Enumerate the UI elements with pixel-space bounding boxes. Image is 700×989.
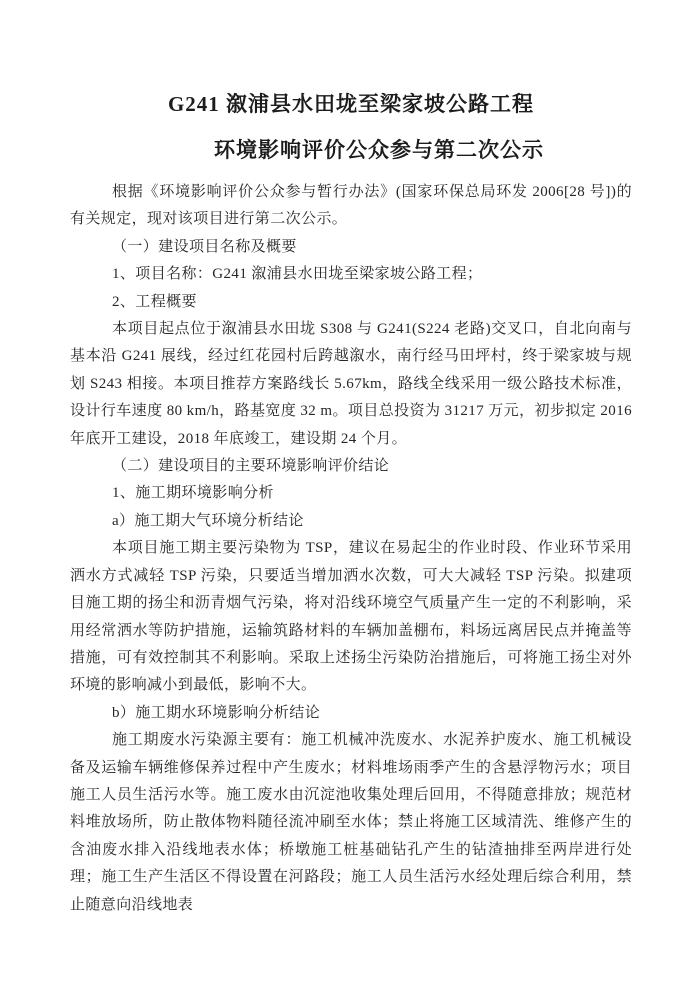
heading-water-analysis: b）施工期水环境影响分析结论	[112, 704, 321, 721]
paragraph-water-impact: 施工期废水污染源主要有：施工机械冲洗废水、水泥养护废水、施工机械设备及运输车辆维修保养过程中产生废水；材料堆场雨季产生的含悬浮物污水；项目施工人员生活污水等。施工废水由沉淀池收集处理后回用，不得随意排放；规范材料堆放场所，防止散体物料随径流冲刷至水体；禁止将施工区域清洗、维修产生的含油废水排入沿线地表水体；桥墩施工桩基础钻孔产生的钻渣抽排至两岸进行处理；施工生产生活区不得设置在河路段；施工人员生活污水经处理后综合利用，禁止随意向沿线地表	[70, 732, 632, 913]
page-title-line-2: 环境影响评价公众参与第二次公示	[214, 138, 544, 162]
heading-construction-impact: 1、施工期环境影响分析	[112, 485, 274, 502]
paragraph-air-impact: 本项目施工期主要污染物为 TSP，建议在易起尘的作业时段、作业环节采用洒水方式减轻 TSP 污染，只要适当增加洒水次数，可大大减轻 TSP 污染。拟建项目施工期的扬尘和沥青烟气污染，将对沿线环境空气质量产生一定的不利影响，采用经常洒水等防护措施，运输筑路材料的车辆加盖棚布，料场远离居民点并掩盖等措施，可有效控制其不利影响。采取上述扬尘污染防治措施后，可将施工扬尘对外环境的影响减小到最低，影响不大。	[70, 540, 632, 694]
item-project-overview: 2、工程概要	[112, 293, 197, 310]
paragraph-intro: 根据《环境影响评价公众参与暂行办法》(国家环保总局环发 2006[28 号])的有关规定，现对该项目进行第二次公示。	[70, 184, 632, 228]
heading-section-two: （二）建设项目的主要环境影响评价结论	[112, 458, 390, 475]
document-title	[70, 81, 632, 173]
heading-section-one: （一）建设项目名称及概要	[112, 238, 297, 255]
heading-air-analysis: a）施工期大气环境分析结论	[112, 512, 304, 529]
item-project-name: 1、项目名称：G241 溆浦县水田垅至梁家坡公路工程；	[112, 266, 483, 283]
page-title-line-1: G241 溆浦县水田垅至梁家坡公路工程	[167, 92, 535, 116]
paragraph-project-description: 本项目起点位于溆浦县水田垅 S308 与 G241(S224 老路)交叉口，自北向南与基本沿 G241 展线，经过红花园村后跨越溆水，南行经马田坪村，终于梁家坡与规划 S243 相接。本项目推荐方案路线长 5.67km，路线全线采用一级公路技术标准，设计行车速度 80 km/h，路基宽度 32 m。项目总投资为 31217 万元，初步拟定 2016 年底开工建设，2018 年底竣工，建设期 24 个月。	[70, 321, 632, 447]
document-body	[70, 179, 632, 919]
